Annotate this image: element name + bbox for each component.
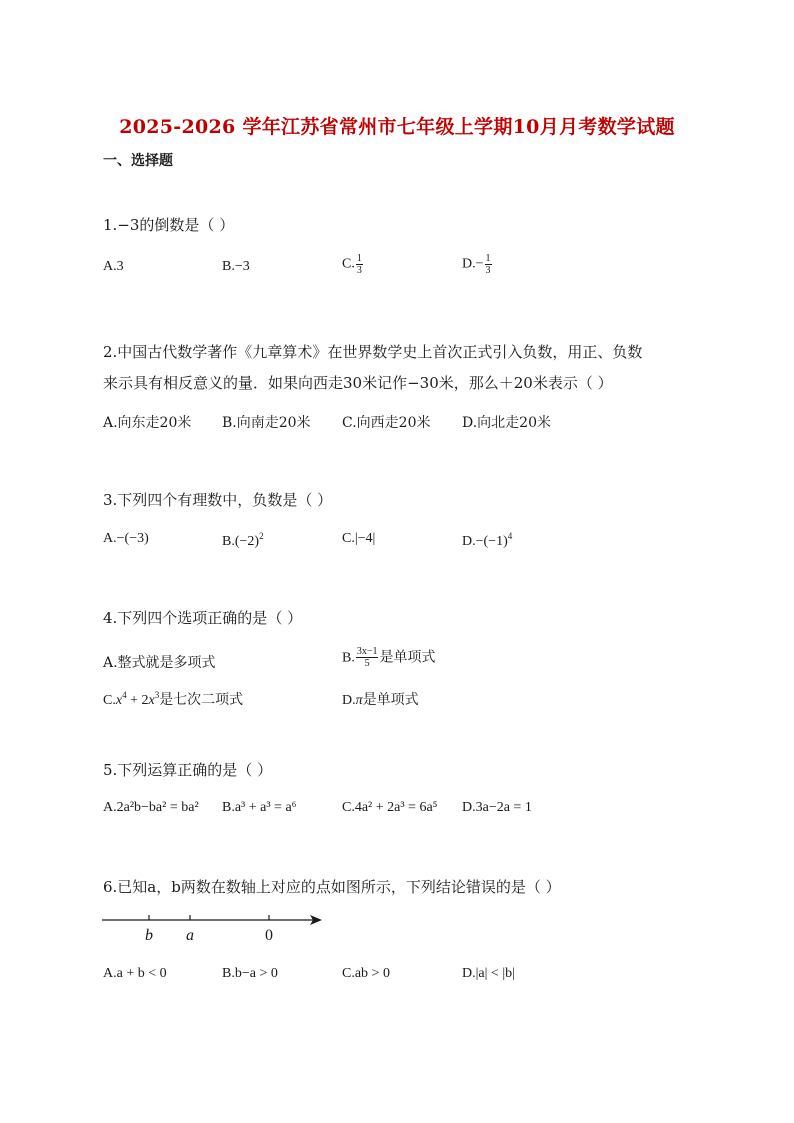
q3-option-d-base: D.−(−1) [462,534,508,549]
q3-option-c: C.|−4| [342,531,376,546]
q4-option-a: A.整式就是多项式 [103,655,216,671]
q2-option-d: D.向北走20米 [462,415,551,431]
q3-option-b-base: B.(−2) [222,534,260,549]
fraction-numerator: 1 [485,253,491,264]
q4-option-c-prefix: C. [103,693,116,708]
q1-option-c-fraction [356,253,363,276]
q4-option-d-prefix: D. [342,693,356,708]
q1-option-b: B.−3 [222,259,250,274]
q6-option-c: C.ab > 0 [342,966,390,981]
q2-option-c: C.向西走20米 [342,415,431,431]
question-2-stem-line-1: 2.中国古代数学著作《九章算术》在世界数学史上首次正式引入负数，用正、负数 [103,343,643,361]
q4-option-c-exp-2: 3 [154,690,160,700]
fraction-numerator: 3x−1 [356,646,378,657]
q1-option-a: A.3 [103,259,124,274]
question-3-stem: 3.下列四个有理数中，负数是（ ） [103,491,333,509]
q3-option-d [462,531,512,550]
fraction-numerator: 1 [356,253,362,264]
q4-option-c-var-1: x [115,693,123,708]
question-6-stem: 6.已知a，b两数在数轴上对应的点如图所示，下列结论错误的是（ ） [103,878,561,896]
q2-option-b: B.向南走20米 [222,415,311,431]
q3-option-b-exponent: 2 [259,531,264,541]
q6-option-d: D.|a| < |b| [462,966,515,981]
number-line-figure [100,906,330,948]
q5-option-a: A.2a²b−ba² = ba² [103,800,199,815]
q5-option-b: B.a³ + a³ = a⁶ [222,800,297,815]
q4-option-b-fraction [356,646,379,669]
q6-option-a: A.a + b < 0 [103,966,167,981]
q4-option-c-exp-1: 4 [122,690,127,700]
q3-option-d-exponent: 4 [507,531,513,541]
q4-option-d [342,689,419,709]
q5-option-c: C.4a² + 2a³ = 6a⁵ [342,800,438,815]
question-4-stem: 4.下列四个选项正确的是（ ） [103,609,303,627]
q4-option-b-prefix: B. [342,650,355,666]
q1-option-d [462,253,493,276]
axis-label-a: a [186,927,194,944]
fraction-denominator: 5 [364,658,370,669]
q1-option-d-prefix: D.− [462,256,484,272]
q1-option-d-fraction [485,253,492,276]
question-2-stem-line-2: 来示具有相反意义的量．如果向西走30米记作−30米，那么＋20米表示（ ） [103,374,613,392]
q3-option-a: A.−(−3) [103,531,149,546]
q4-option-b-suffix: 是单项式 [379,649,436,666]
q2-option-a: A.向东走20米 [103,415,192,431]
axis-label-b: b [145,927,153,944]
axis-label-zero: 0 [265,927,273,944]
q4-option-c-suffix: 是七次二项式 [159,692,244,708]
q4-option-b [342,646,435,669]
question-5-stem: 5.下列运算正确的是（ ） [103,761,273,779]
fraction-denominator: 3 [356,265,362,276]
q3-option-b [222,531,264,550]
q4-option-d-suffix: 是单项式 [362,692,419,708]
q1-option-c [342,253,364,276]
q4-option-c-plus: + 2 [126,693,149,708]
q1-option-c-prefix: C. [342,256,355,272]
page-title: 2025-2026 学年江苏省常州市七年级上学期10月月考数学试题 [119,116,675,138]
question-1-stem: 1.−3的倒数是（ ） [103,216,235,234]
q4-option-c-var-2: x [148,693,155,708]
section-heading: 一、选择题 [103,153,173,169]
q5-option-d: D.3a−2a = 1 [462,800,532,815]
q4-option-d-pi: π [355,693,363,708]
q6-option-b: B.b−a > 0 [222,966,278,981]
q4-option-c [103,689,243,709]
fraction-denominator: 3 [485,265,491,276]
